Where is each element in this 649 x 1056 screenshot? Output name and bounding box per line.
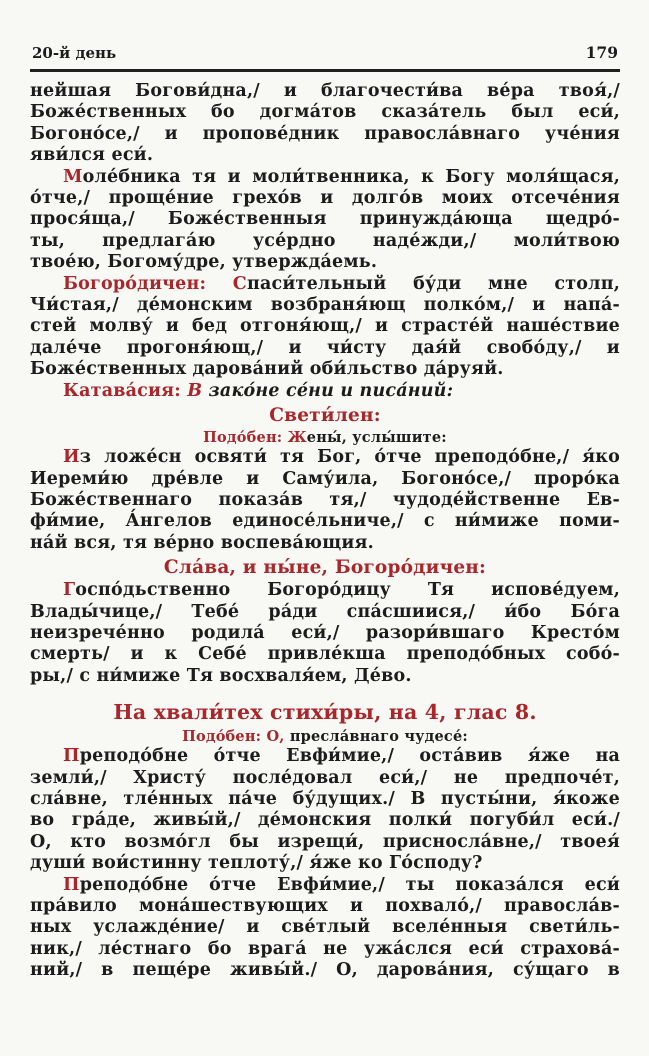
- rubric-text: Подо́бен: О,: [182, 728, 290, 746]
- body-text: ных услажде́ние/ и све́тлый вселе́нныя свети́ль-: [30, 917, 620, 938]
- body-text: на́й вся, тя ве́рно воспева́ющия.: [30, 532, 374, 553]
- rubric-text: П: [63, 874, 80, 895]
- body-text: фи́мие, А́нгелов единосе́льниче,/ с ни́миже поми-: [30, 511, 620, 532]
- body-text: з ложе́сн освяти́ тя Бог, о́тче преподо́бне,/ я́ко: [79, 447, 620, 468]
- body-text: яви́лся еси́.: [30, 145, 154, 166]
- text-line: [30, 447, 620, 468]
- text-line: [30, 81, 620, 102]
- body-text: зако́не се́ни и писа́ний:: [202, 380, 454, 401]
- rubric-text: Богоро́дичен: С: [63, 273, 247, 294]
- body-text: ник,/ ле́стнаго бо врага́ не ужа́слся еси́ страхова́-: [30, 938, 620, 959]
- text-line: [30, 533, 620, 554]
- text-line: [30, 580, 620, 601]
- text-line: [30, 644, 620, 665]
- rubric-text: Свети́лен:: [269, 405, 381, 427]
- body-text: души́ вои́стинну теплоту́,/ я́же ко Го́споду?: [30, 853, 483, 874]
- rubric-text: Катава́сия:: [63, 380, 188, 401]
- rubric-text: В: [187, 380, 203, 401]
- text-line: [30, 746, 620, 767]
- rubric-text: И: [63, 447, 80, 468]
- text-line: [30, 602, 620, 623]
- rubric-text: Г: [63, 580, 76, 601]
- text-line: [30, 295, 620, 316]
- body-text: реподо́бне о́тче Евфи́мие,/ ты показа́лся еси́: [79, 874, 620, 895]
- text-line: [30, 274, 620, 295]
- text-line: [30, 666, 620, 687]
- page-content: [30, 81, 620, 982]
- text-line: [30, 381, 620, 402]
- body-text: земли́,/ Христу́ после́довал еси́,/ не предпоче́т,: [30, 767, 620, 788]
- body-text: о́тче,/ проще́ние грехо́в и долго́в моих отсече́ния: [30, 188, 620, 209]
- rubric-text: На хвали́тех стихи́ры, на 4, глас 8.: [113, 700, 537, 725]
- body-text: пра́вило мона́шествующих и похвало́,/ правосла́в-: [30, 896, 620, 916]
- podoben-subheading: [30, 727, 620, 746]
- body-text: неизрече́нно родила́ еси́,/ разори́вшаго Кресто́м: [30, 622, 620, 643]
- text-line: [30, 252, 620, 273]
- section-heading: [30, 556, 620, 580]
- body-text: Влады́чице,/ Тебе́ ра́ди спа́сшиися,/ и́бо Бо́га: [30, 601, 620, 622]
- text-line: [30, 490, 620, 511]
- body-text: О, кто возмо́гл бы изрещи́, присносла́вне,/ твоея́: [30, 831, 620, 852]
- page-number: 179: [585, 43, 618, 62]
- text-line: [30, 853, 620, 874]
- text-line: [30, 469, 620, 490]
- text-line: [30, 768, 620, 789]
- body-text: Богоно́се,/ и пропове́дник правосла́внаго уче́ния: [30, 123, 620, 144]
- text-line: [30, 188, 620, 209]
- body-text: Боже́ственных дарова́ний оби́льство да́руяй.: [30, 359, 504, 380]
- text-line: [30, 231, 620, 252]
- text-line: [30, 338, 620, 359]
- text-line: [30, 960, 620, 981]
- text-line: [30, 316, 620, 337]
- body-text: сла́вне, тле́нных па́че бу́дущих./ В пусты́ни, я́коже: [30, 788, 620, 809]
- body-text: реподо́бне о́тче Евфи́мие,/ оста́вив я́же на: [79, 746, 620, 767]
- body-text: паси́тельный бу́ди мне столп,: [246, 273, 621, 294]
- section-heading: [30, 699, 620, 725]
- body-text: Боже́ственных бо догма́тов сказа́тель был еси́,: [30, 102, 620, 123]
- body-text: ний,/ в пеще́ре живы́й./ О, дарова́ния, су́щаго в: [30, 960, 620, 981]
- rubric-text: М: [63, 166, 83, 187]
- body-text: ены́, услы́шите:: [306, 429, 447, 447]
- text-line: [30, 917, 620, 938]
- body-text: Иереми́ю дре́вле и Саму́ила, Богоно́се,/ проро́ка: [30, 468, 620, 489]
- body-text: дале́че прогоня́ющ,/ и чи́сту дая́й свобо́ду,/ и: [30, 337, 620, 358]
- text-line: [30, 102, 620, 123]
- text-line: [30, 896, 620, 917]
- body-text: смерть/ и к Себе́ привле́кша преподо́бных собо́-: [30, 644, 620, 665]
- body-text: Боже́ственнаго показа́в тя,/ чудоде́йственне Ев-: [30, 489, 620, 510]
- body-text: оле́бника тя и моли́твенника, к Богу моля́щася,: [82, 166, 620, 187]
- body-text: оспо́дьственно Богоро́дицу Тя испове́дуем,: [75, 580, 620, 601]
- rubric-text: Подо́бен: Ж: [203, 429, 307, 447]
- body-text: стей молву́ и бед отгоня́ющ,/ и страсте́й наше́ствие: [30, 316, 620, 337]
- text-line: [30, 810, 620, 831]
- body-text: во гра́де, живы́й,/ де́монския полки́ погуби́л еси́./: [30, 810, 620, 831]
- body-text: твое́ю, Богому́дре, утвержда́емь.: [30, 252, 378, 273]
- page-header: [30, 44, 620, 69]
- text-line: [30, 209, 620, 230]
- section-heading: [30, 404, 620, 428]
- body-text: пресла́внаго чудесе́:: [289, 728, 468, 746]
- body-text: ты, предлага́ю усе́рдно наде́жди,/ моли́твою: [30, 230, 620, 251]
- body-text: Чи́стая,/ де́монским возбраня́ющ полко́м,/ и напа́-: [30, 295, 620, 316]
- text-line: [30, 875, 620, 896]
- podoben-subheading: [30, 428, 620, 447]
- text-line: [30, 124, 620, 145]
- text-line: [30, 789, 620, 810]
- text-line: [30, 511, 620, 532]
- body-text: нейшая Богови́дна,/ и благочести́ва ве́ра твоя́,/: [30, 81, 620, 101]
- text-line: [30, 939, 620, 960]
- text-line: [30, 359, 620, 380]
- text-line: [30, 832, 620, 853]
- body-text: ры,/ с ни́миже Тя восхваля́ем, Де́во.: [30, 665, 412, 686]
- text-line: [30, 623, 620, 644]
- rubric-text: П: [63, 746, 80, 767]
- header-rule: [30, 69, 620, 72]
- text-line: [30, 167, 620, 188]
- header-day-label: 20-й день: [32, 44, 117, 62]
- rubric-text: Сла́ва, и ны́не, Богоро́дичен:: [163, 557, 487, 579]
- body-text: прося́ща,/ Боже́ственныя принужда́юща щедро́-: [30, 209, 620, 230]
- text-line: [30, 145, 620, 166]
